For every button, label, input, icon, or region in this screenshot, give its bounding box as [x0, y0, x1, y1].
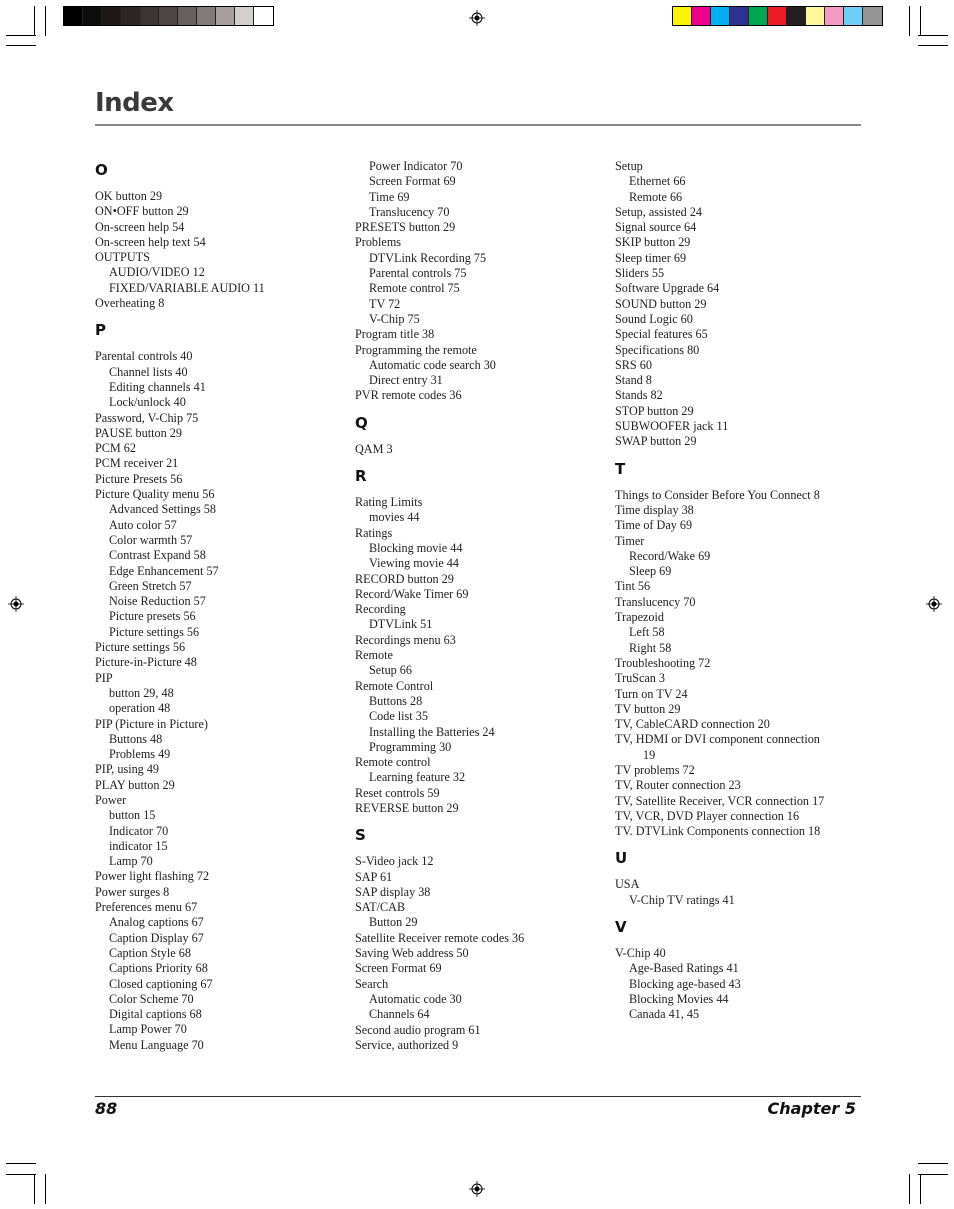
index-subentry: button 29, 48 — [109, 685, 174, 700]
index-subentry: Automatic code 30 — [369, 991, 462, 1006]
index-subentry: Parental controls 75 — [369, 266, 467, 281]
index-subentry: Canada 41, 45 — [629, 1007, 700, 1022]
color-swatch — [787, 7, 806, 25]
index-entry: Remote — [355, 648, 393, 663]
index-entry: TV, Satellite Receiver, VCR connection 17 — [615, 793, 825, 808]
index-entry: Program title 38 — [355, 327, 435, 342]
index-entry: Setup, assisted 24 — [615, 204, 703, 219]
index-subentry: Color warmth 57 — [109, 532, 193, 547]
index-entry: On-screen help 54 — [95, 219, 185, 234]
crop-mark — [45, 1174, 46, 1204]
crop-mark — [918, 1163, 948, 1164]
index-subentry: Code list 35 — [369, 709, 428, 724]
index-entry: Picture-in-Picture 48 — [95, 655, 197, 670]
index-entry: SKIP button 29 — [615, 235, 691, 250]
index-subentry: Auto color 57 — [109, 517, 177, 532]
registration-mark-icon — [8, 596, 24, 612]
index-entry: PRESETS button 29 — [355, 220, 456, 235]
color-swatch — [216, 7, 235, 25]
index-subentry: Remote control 75 — [369, 281, 460, 296]
index-entry: OK button 29 — [95, 189, 163, 203]
index-entry: Picture Quality menu 56 — [95, 487, 215, 502]
color-swatch — [711, 7, 730, 25]
index-entry: Ratings — [355, 525, 393, 540]
chapter-label: Chapter 5 — [767, 1099, 856, 1118]
index-subentry: Blocking Movies 44 — [629, 991, 729, 1006]
index-subentry: Remote 66 — [629, 189, 683, 204]
color-swatch — [863, 7, 882, 25]
crop-mark — [34, 6, 35, 36]
index-entry: Specifications 80 — [615, 342, 700, 357]
index-subentry: Learning feature 32 — [369, 770, 466, 785]
index-entry: Sound Logic 60 — [615, 311, 693, 326]
index-subentry: Picture settings 56 — [109, 624, 200, 639]
index-entry: PLAY button 29 — [95, 777, 175, 792]
index-column-3 — [615, 159, 865, 1023]
index-subentry: Button 29 — [369, 915, 418, 930]
index-subentry: Color Scheme 70 — [109, 991, 194, 1006]
index-entry: Timer — [615, 533, 645, 548]
index-subentry: Record/Wake 69 — [629, 548, 711, 563]
index-entry: Recording — [355, 602, 406, 617]
crop-mark — [920, 1174, 921, 1204]
index-subentry: Lock/unlock 40 — [109, 395, 186, 410]
color-swatch — [102, 7, 121, 25]
index-column-1 — [95, 159, 340, 1053]
index-subentry: Translucency 70 — [369, 204, 450, 219]
index-subentry: AUDIO/VIDEO 12 — [109, 265, 205, 280]
index-subentry: FIXED/VARIABLE AUDIO 11 — [109, 280, 265, 295]
index-entry: Special features 65 — [615, 327, 708, 342]
index-subentry: Sleep 69 — [629, 564, 672, 579]
index-entry: Signal source 64 — [615, 220, 697, 235]
index-subentry: Channels 64 — [369, 1007, 430, 1022]
index-entry: Time of Day 69 — [615, 518, 693, 533]
index-subentry: Closed captioning 67 — [109, 976, 213, 991]
index-entry: RECORD button 29 — [355, 571, 454, 586]
index-entry: SAP display 38 — [355, 884, 431, 899]
index-entry: V-Chip 40 — [615, 946, 666, 961]
index-entry: Troubleshooting 72 — [615, 655, 711, 670]
index-subentry: Contrast Expand 58 — [109, 548, 206, 563]
index-subentry: Analog captions 67 — [109, 915, 204, 930]
index-section-letter: P — [95, 321, 106, 340]
index-subentry: movies 44 — [369, 510, 420, 525]
index-entry: SUBWOOFER jack 11 — [615, 419, 729, 434]
index-entry: Trapezoid — [615, 610, 664, 625]
index-subentry: indicator 15 — [109, 838, 168, 853]
index-entry: Saving Web address 50 — [355, 946, 469, 961]
registration-mark-icon — [469, 1181, 485, 1197]
index-subentry: Setup 66 — [369, 663, 412, 678]
index-entry: Time display 38 — [615, 502, 694, 517]
index-subentry: Digital captions 68 — [109, 1007, 202, 1022]
index-subentry: DTVLink Recording 75 — [369, 250, 487, 265]
index-subentry: DTVLink 51 — [369, 617, 433, 632]
index-entry: ON•OFF button 29 — [95, 204, 189, 219]
index-subentry: Age-Based Ratings 41 — [629, 961, 739, 976]
index-subentry: Time 69 — [369, 189, 410, 204]
registration-mark-icon — [469, 10, 485, 26]
index-entry: Software Upgrade 64 — [615, 281, 720, 296]
index-entry: Password, V-Chip 75 — [95, 410, 199, 425]
index-entry: OUTPUTS — [95, 250, 150, 265]
index-entry: TruScan 3 — [615, 671, 665, 686]
index-subentry: Menu Language 70 — [109, 1037, 204, 1052]
index-entry: PIP — [95, 670, 113, 685]
index-subentry: Picture presets 56 — [109, 609, 196, 624]
index-subentry: Channel lists 40 — [109, 364, 188, 379]
index-subentry: V-Chip 75 — [369, 311, 420, 326]
index-entry: Programming the remote — [355, 342, 477, 357]
index-entry: Overheating 8 — [95, 296, 165, 311]
color-swatch — [825, 7, 844, 25]
index-entry: TV, HDMI or DVI component connection — [615, 732, 820, 747]
index-subentry: Buttons 28 — [369, 693, 423, 708]
index-subentry: Power Indicator 70 — [369, 159, 463, 173]
index-entry: Preferences menu 67 — [95, 900, 198, 915]
index-subentry: Viewing movie 44 — [369, 556, 459, 571]
crop-mark — [918, 1174, 948, 1175]
index-entry: SAT/CAB — [355, 900, 406, 915]
crop-mark — [6, 1174, 36, 1175]
color-swatch — [83, 7, 102, 25]
index-subentry: Programming 30 — [369, 739, 452, 754]
index-entry: SRS 60 — [615, 357, 652, 372]
color-swatch — [730, 7, 749, 25]
index-section-letter: R — [355, 467, 367, 486]
index-section-letter: V — [615, 918, 627, 937]
registration-mark-icon — [926, 596, 942, 612]
index-entry: Picture settings 56 — [95, 640, 186, 655]
index-entry: Turn on TV 24 — [615, 686, 688, 701]
index-entry: TV. DTVLink Components connection 18 — [615, 824, 821, 839]
index-subentry: Ethernet 66 — [629, 174, 686, 189]
index-entry: Reset controls 59 — [355, 785, 440, 800]
index-entry: S-Video jack 12 — [355, 854, 434, 869]
index-entry: Record/Wake Timer 69 — [355, 586, 469, 601]
index-continuation: 19 — [643, 747, 656, 762]
index-section-letter: T — [615, 459, 626, 478]
index-subentry: button 15 — [109, 808, 156, 823]
index-entry: Search — [355, 976, 389, 991]
index-entry: Screen Format 69 — [355, 961, 442, 976]
footer-rule — [95, 1096, 861, 1097]
color-swatch — [64, 7, 83, 25]
crop-mark — [6, 1163, 36, 1164]
crop-mark — [6, 45, 36, 46]
index-section-letter: U — [615, 849, 628, 868]
index-entry: Picture Presets 56 — [95, 471, 183, 486]
index-entry: PIP, using 49 — [95, 762, 160, 777]
color-swatch — [197, 7, 216, 25]
index-entry: Power — [95, 792, 127, 807]
index-subentry: Lamp 70 — [109, 854, 153, 869]
index-entry: QAM 3 — [355, 441, 393, 456]
color-swatch — [140, 7, 159, 25]
index-entry: TV problems 72 — [615, 762, 695, 777]
index-subentry: Caption Style 68 — [109, 945, 191, 960]
color-swatch — [768, 7, 787, 25]
crop-mark — [909, 1174, 910, 1204]
color-swatch — [673, 7, 692, 25]
index-subentry: Installing the Batteries 24 — [369, 724, 495, 739]
color-swatch — [692, 7, 711, 25]
crop-mark — [909, 6, 910, 36]
index-entry: Things to Consider Before You Connect 8 — [615, 487, 820, 502]
index-subentry: Problems 49 — [109, 747, 171, 762]
index-entry: REVERSE button 29 — [355, 800, 459, 815]
index-subentry: Buttons 48 — [109, 731, 163, 746]
index-subentry: Captions Priority 68 — [109, 961, 208, 976]
index-entry: Setup — [615, 159, 643, 173]
index-section-letter: Q — [355, 413, 368, 432]
index-entry: Power light flashing 72 — [95, 869, 210, 884]
index-entry: Satellite Receiver remote codes 36 — [355, 930, 525, 945]
index-subentry: Lamp Power 70 — [109, 1022, 187, 1037]
index-entry: Problems — [355, 235, 402, 250]
index-entry: Tint 56 — [615, 579, 651, 594]
crop-mark — [918, 45, 948, 46]
index-entry: Parental controls 40 — [95, 349, 193, 364]
index-column-2 — [355, 159, 605, 1053]
index-entry: PVR remote codes 36 — [355, 388, 462, 403]
index-subentry: Editing channels 41 — [109, 379, 206, 394]
color-swatch — [254, 7, 273, 25]
index-entry: Recordings menu 63 — [355, 632, 456, 647]
grayscale-swatch-bar — [63, 6, 274, 26]
index-section-letter: S — [355, 826, 366, 845]
crop-mark — [45, 6, 46, 36]
crop-mark — [918, 35, 948, 36]
color-swatch — [844, 7, 863, 25]
color-swatch — [749, 7, 768, 25]
index-section-letter: O — [95, 161, 108, 179]
page-number: 88 — [95, 1099, 118, 1118]
color-swatch — [806, 7, 825, 25]
index-entry: PCM 62 — [95, 441, 136, 456]
index-subentry: TV 72 — [369, 296, 401, 311]
index-subentry: Right 58 — [629, 640, 672, 655]
index-entry: Remote control — [355, 755, 431, 770]
color-swatch — [159, 7, 178, 25]
index-subentry: Edge Enhancement 57 — [109, 563, 219, 578]
index-subentry: Indicator 70 — [109, 823, 169, 838]
index-entry: TV, CableCARD connection 20 — [615, 717, 770, 732]
index-entry: Translucency 70 — [615, 594, 696, 609]
index-subentry: Automatic code search 30 — [369, 357, 496, 372]
index-entry: Stands 82 — [615, 388, 663, 403]
color-swatch-bar — [672, 6, 883, 26]
title-rule — [95, 124, 861, 126]
index-subentry: Direct entry 31 — [369, 373, 443, 388]
index-entry: Remote Control — [355, 678, 434, 693]
index-entry: TV, VCR, DVD Player connection 16 — [615, 808, 800, 823]
index-entry: PCM receiver 21 — [95, 456, 179, 471]
index-entry: Rating Limits — [355, 495, 423, 510]
index-subentry: Advanced Settings 58 — [109, 502, 216, 517]
index-entry: PIP (Picture in Picture) — [95, 716, 208, 731]
color-swatch — [178, 7, 197, 25]
index-subentry: operation 48 — [109, 701, 171, 716]
index-entry: Stand 8 — [615, 373, 652, 388]
crop-mark — [920, 6, 921, 36]
index-entry: Power surges 8 — [95, 884, 170, 899]
index-entry: STOP button 29 — [615, 403, 694, 418]
crop-mark — [6, 35, 36, 36]
index-subentry: Blocking movie 44 — [369, 540, 463, 555]
index-entry: PAUSE button 29 — [95, 425, 182, 440]
index-entry: SOUND button 29 — [615, 296, 707, 311]
index-entry: On-screen help text 54 — [95, 234, 206, 249]
color-swatch — [121, 7, 140, 25]
index-subentry: Noise Reduction 57 — [109, 594, 206, 609]
index-entry: Second audio program 61 — [355, 1022, 481, 1037]
index-subentry: Green Stretch 57 — [109, 578, 192, 593]
page-title: Index — [95, 88, 174, 118]
index-entry: TV button 29 — [615, 701, 681, 716]
index-entry: SWAP button 29 — [615, 434, 697, 449]
index-subentry: V-Chip TV ratings 41 — [629, 892, 735, 907]
index-subentry: Left 58 — [629, 625, 665, 640]
index-entry: Sliders 55 — [615, 266, 665, 281]
index-entry: Sleep timer 69 — [615, 250, 687, 265]
index-entry: Service, authorized 9 — [355, 1037, 459, 1052]
index-entry: TV, Router connection 23 — [615, 778, 741, 793]
color-swatch — [235, 7, 254, 25]
index-subentry: Blocking age-based 43 — [629, 976, 741, 991]
crop-mark — [34, 1174, 35, 1204]
index-entry: USA — [615, 877, 640, 892]
index-subentry: Caption Display 67 — [109, 930, 204, 945]
index-entry: SAP 61 — [355, 869, 393, 884]
index-subentry: Screen Format 69 — [369, 174, 456, 189]
